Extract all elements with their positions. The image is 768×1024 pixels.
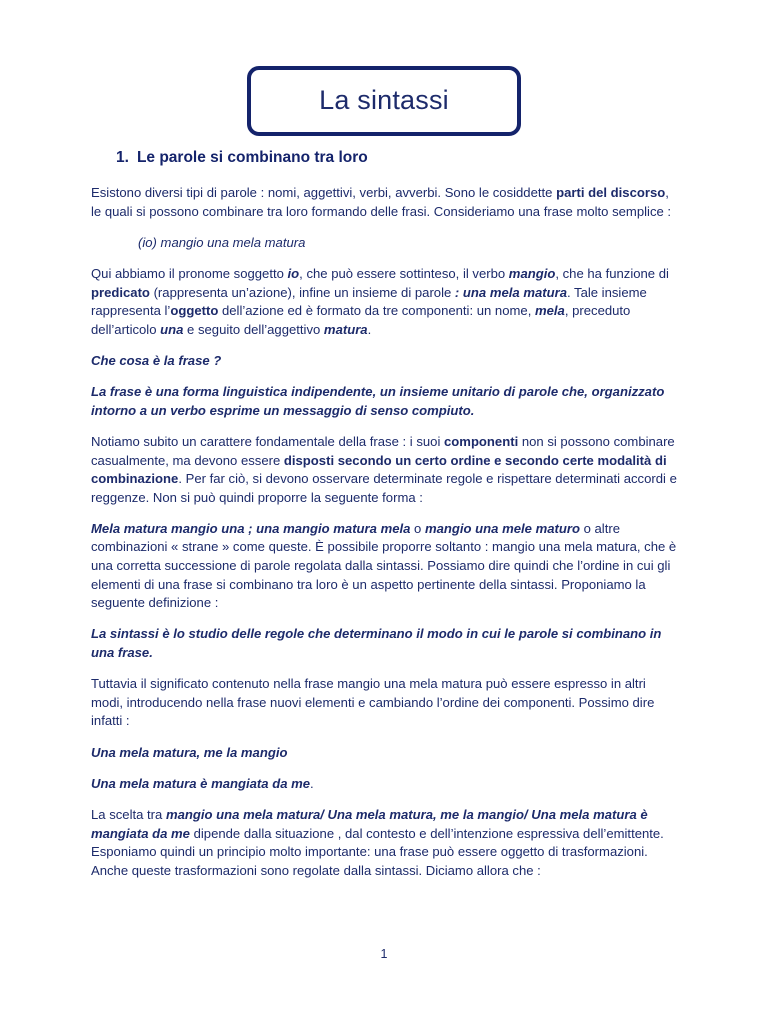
text-run-bold-italic: mangio <box>508 265 556 281</box>
text-run: , preceduto dell’articolo <box>91 303 631 337</box>
text-run-bold: disposti secondo un certo ordine e secondo certe modalità di combinazione <box>91 452 667 487</box>
text-run: (rappresenta un’azione), infine un insieme di parole <box>149 284 455 300</box>
example-transform-1: Una mela matura, me la mangio <box>91 744 288 760</box>
page-number: 1 <box>380 947 388 961</box>
paragraph-combinations <box>91 520 681 613</box>
text-run-bold-italic: mangio una mele maturo <box>424 520 580 536</box>
text-run: . Per far ciò, si devono osservare determinate regole e rispettare determinati accordi e reggenze. Non si può quindi proporre la seguente forma : <box>91 471 677 505</box>
paragraph-intro <box>91 184 681 221</box>
paragraph-components <box>91 433 681 507</box>
text-run: Notiamo subito un carattere fondamentale della frase : i suoi <box>91 433 445 449</box>
example-sentence: (io) mangio una mela matura <box>138 234 306 250</box>
text-run-bold: oggetto <box>170 303 219 319</box>
definition-frase: La frase è una forma linguistica indipendente, un insieme unitario di parole che, organizzato intorno a un verbo esprime un messaggio di senso compiuto. <box>91 384 665 418</box>
text-run-bold-italic: : una mela matura <box>454 284 567 300</box>
paragraph-meaning: Tuttavia il significato contenuto nella frase mangio una mela matura può essere espresso in altri modi, introducendo nella frase nuovi elementi e cambiando l’ordine dei componenti. Possimo dire infatti : <box>91 676 655 729</box>
text-run-bold-italic: mela <box>534 303 565 319</box>
page-title: La sintassi <box>319 84 449 115</box>
text-run: o <box>410 520 425 536</box>
text-run-bold-italic: Una mela matura è mangiata da me <box>91 775 311 791</box>
question: Che cosa è la frase ? <box>91 352 222 368</box>
section-heading <box>116 149 368 167</box>
text-run: , le quali si possono combinare tra loro formando delle frasi. Consideriamo una frase molto semplice : <box>91 185 672 219</box>
text-run-bold-italic: Mela matura mangio una ; una mangio matura mela <box>91 520 411 536</box>
text-run: dipende dalla situazione , dal contesto e dell’intenzione espressiva dell’emittente. Esponiamo quindi un principio molto importante: una frase può essere oggetto di trasformazioni. Anche queste trasformazioni sono regolate dalla sintassi. Diciamo allora che : <box>91 825 664 878</box>
text-run: , che può essere sottinteso, il verbo <box>299 265 509 281</box>
text-run-bold-italic: una <box>160 321 184 337</box>
text-run: dell’azione ed è formato da tre componenti: un nome, <box>218 303 535 319</box>
title-box <box>247 66 521 136</box>
section-title: Le parole si combinano tra loro <box>136 149 368 166</box>
text-run: e seguito dell’aggettivo <box>183 321 324 337</box>
text-run-bold-italic: mangio una mela matura/ Una mela matura, me la mangio/ Una mela matura è mangiata da me <box>91 806 648 841</box>
text-run-bold-italic: matura <box>323 321 368 337</box>
text-run-bold: predicato <box>91 284 150 300</box>
text-run: . Tale insieme rappresenta l’ <box>91 284 647 319</box>
definition-sintassi: La sintassi è lo studio delle regole che determinano il modo in cui le parole si combinano in una frase. <box>91 626 662 661</box>
text-run: . <box>310 775 314 791</box>
text-run-bold-italic: io <box>287 265 300 281</box>
text-run: non si possono combinare casualmente, ma devono essere <box>91 433 675 468</box>
example-transform-2 <box>91 775 681 794</box>
section-number: 1. <box>116 149 129 166</box>
text-run-bold: componenti <box>444 433 519 449</box>
body-text <box>91 184 681 893</box>
paragraph-choice <box>91 806 681 880</box>
text-run-bold: parti del discorso <box>556 185 666 200</box>
text-run: Esistono diversi tipi di parole : nomi, aggettivi, verbi, avverbi. Sono le cosiddette <box>91 185 557 200</box>
text-run: . <box>367 321 372 337</box>
text-run: , che ha funzione di <box>555 265 669 281</box>
text-run: La scelta tra <box>91 806 166 822</box>
paragraph-analysis <box>91 265 681 339</box>
text-run: Qui abbiamo il pronome soggetto <box>91 265 288 281</box>
text-run: o altre combinazioni « strane » come queste. È possibile proporre soltanto : mangio una mela matura, che è una corretta successione di parole regolata dalla sintassi. Possiamo dire quindi che l’ordine in cui gli elementi di una frase si combinano tra loro è un aspetto pertinente della sintassi. Proponiamo la seguente definizione : <box>91 520 677 611</box>
